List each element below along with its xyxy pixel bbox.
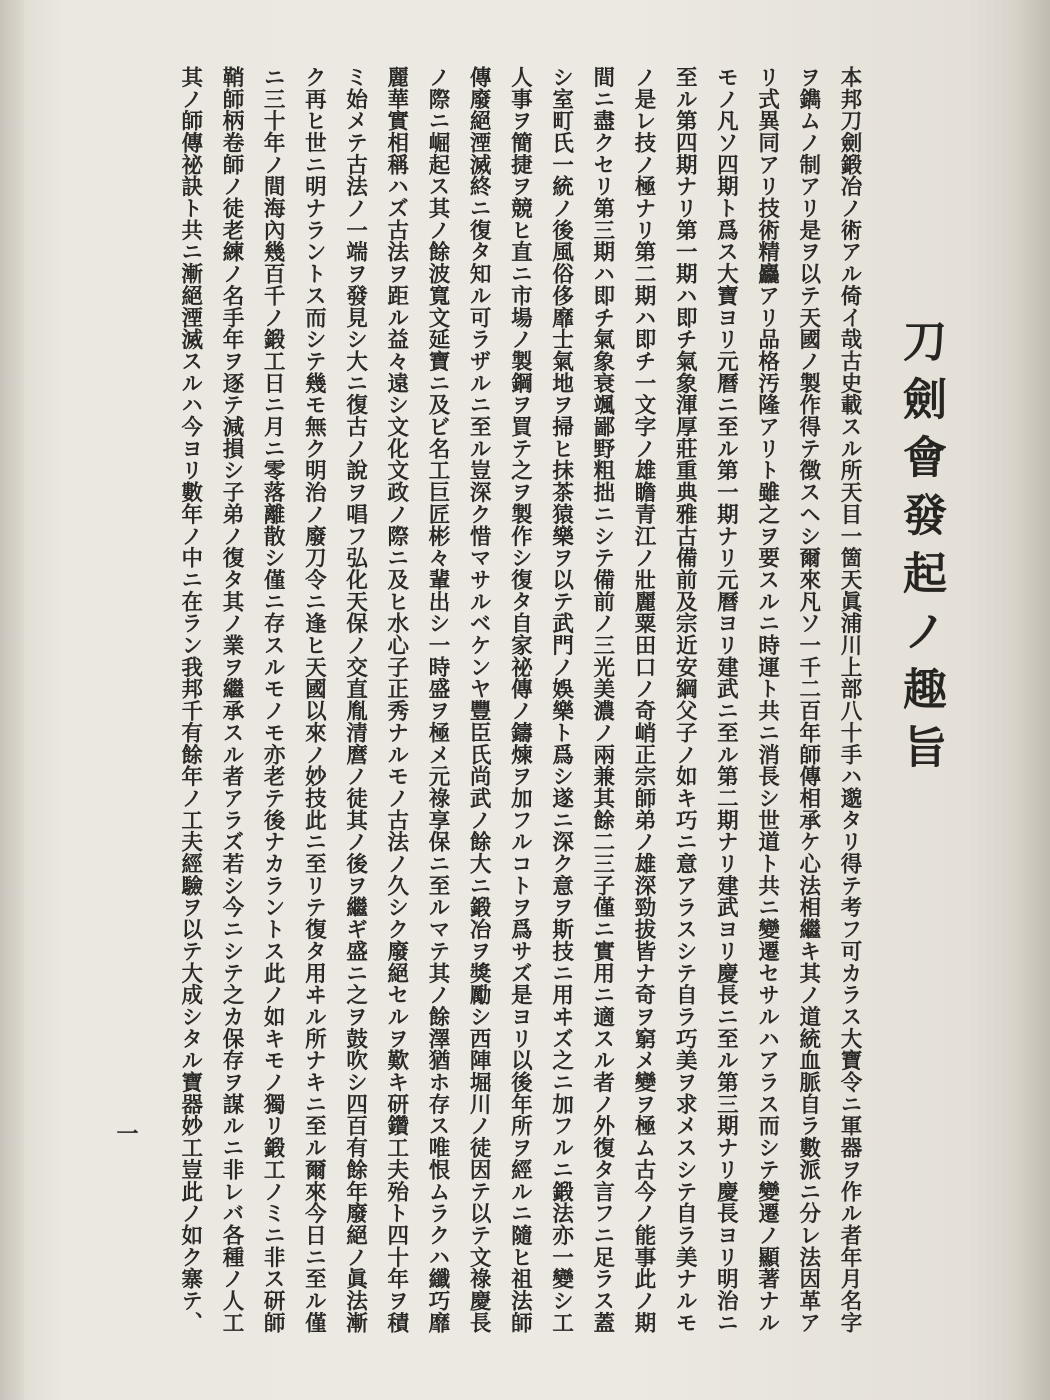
body-line: 麗華實相稱ハズ古法ヲ距ル益々遠シ文化文政ノ際ニ及ヒ水心子正秀ナルモノ古法ノ久シク廢絕セルヲ歎キ研鑽工夫殆ト四十年ヲ積 <box>383 66 409 1334</box>
body-line: ノ際ニ崛起ス其ノ餘波寬文延寶ニ及ビ名工巨匠彬々輩出シ一時盛ヲ極メ元祿享保ニ至ルマテ其ノ餘澤猶ホ存ス唯恨ムラクハ纖巧靡 <box>424 66 450 1334</box>
body-line: ノ是レ技ノ極ナリ第二期ハ即チ一文字ノ雄瞻青江ノ壯麗粟田口ノ奇峭正宗師弟ノ雄深勁拔皆ナ奇ヲ窮メ變ヲ極ム古今ノ能事此ノ期 <box>630 66 656 1334</box>
body-line: リ式異同アリ技術精麤アリ品格汚隆アリト雖之ヲ要スルニ時運ト共ニ消長シ世道ト共ニ變遷セサルハアラス而シテ變遷ノ顯著ナル <box>754 66 780 1334</box>
document-title: 刀劍會發起ノ趣旨 <box>895 318 946 782</box>
body-line: ク再ヒ世ニ明ナラントス而シテ幾モ無ク明治ノ廢刀令ニ逢ヒ天國以來ノ妙技此ニ至リテ復タ用ヰル所ナキニ至ル爾來今日ニ至ル僅 <box>301 66 327 1334</box>
body-line: 鞘師柄卷師ノ徒老練ノ名手年ヲ逐テ減損シ子弟ノ復タ其ノ業ヲ繼承スル者アラズ若シ今ニシテ之カ保存ヲ謀ルニ非レバ各種ノ人工 <box>218 66 244 1334</box>
page-gutter-left <box>0 0 24 1400</box>
body-line: 至ル第四期ナリ第一期ハ即チ氣象渾厚莊重典雅古備前及宗近安綱父子ノ如キ巧ニ意アラスシテ自ラ巧美ヲ求メスシテ自ラ美ナルモ <box>672 66 698 1334</box>
document-body <box>170 66 870 1334</box>
body-line: 本邦刀劍鍛冶ノ術アル倚イ哉古史載スル所天目一箇天眞浦川上部八十手ハ邈タリ得テ考フ可カラス大寶令ニ軍器ヲ作ル者年月名字 <box>837 66 862 1334</box>
body-line: モノ凡ソ四期ト爲ス大寶ヨリ元曆ニ至ル第一期ナリ元曆ヨリ建武ニ至ル第二期ナリ建武ヨリ慶長ニ至ル第三期ナリ慶長ヨリ明治ニ <box>713 66 739 1334</box>
body-line: 其ノ師傳祕訣ト共ニ漸絕湮滅スルハ今ヨリ數年ノ中ニ在ラン我邦千有餘年ノ工夫經驗ヲ以テ大成シタル寶器妙工豈此ノ如ク寨テ、 <box>177 66 203 1334</box>
body-line: ヲ鐫ムノ制アリ是ヲ以テ天國ノ製作得テ徴スヘシ爾來凡ソ一千二百年師傳相承ケ心法相繼キ其ノ道統血脈自ラ數派ニ分レ法因革ア <box>795 66 821 1334</box>
body-line: ニ三十年ノ間海內幾百千ノ鍛工日ニ月ニ零落離散シ僅ニ存スルモノモ亦老テ後ナカラントス此ノ如キモノ獨リ鍛工ノミニ非ス研師 <box>260 66 286 1334</box>
page-edge-right <box>1014 0 1050 1400</box>
body-line: 人事ヲ簡捷ヲ競ヒ直ニ市場ノ製鋼ヲ買テ之ヲ製作シ復タ自家祕傳ノ鑄煉ヲ加フルコトヲ爲サズ是ヨリ以後年所ヲ經ルニ隨ヒ祖法師 <box>507 66 533 1334</box>
body-line: 間ニ盡クセリ第三期ハ即チ氣象衰颯鄙野粗拙ニシテ備前ノ三光美濃ノ兩兼其餘二三子僅ニ實用ニ適スル者ノ外復タ言フニ足ラス蓋 <box>589 66 615 1334</box>
body-line: ミ始メテ古法ノ一端ヲ發見シ大ニ復古ノ說ヲ唱フ弘化天保ノ交直胤清麿ノ徒其ノ後ヲ繼ギ盛ニ之ヲ鼓吹シ四百有餘年廢絕ノ眞法漸 <box>342 66 368 1334</box>
page-number: 一 <box>113 1122 139 1144</box>
body-line: シ室町氏一統ノ後風俗侈靡士氣地ヲ掃ヒ抹茶猿樂ヲ以テ武門ノ娛樂ト爲シ遂ニ深ク意ヲ斯技ニ用ヰズ之ニ加フルニ鍛法亦一變シ工 <box>548 66 574 1334</box>
body-line: 傳廢絕湮滅終ニ復タ知ル可ラザルニ至ル豈深ク惜マサルベケンヤ豐臣氏尚武ノ餘大ニ鍛冶ヲ獎勵シ西陣堀川ノ徒因テ以テ文祿慶長 <box>466 66 492 1334</box>
